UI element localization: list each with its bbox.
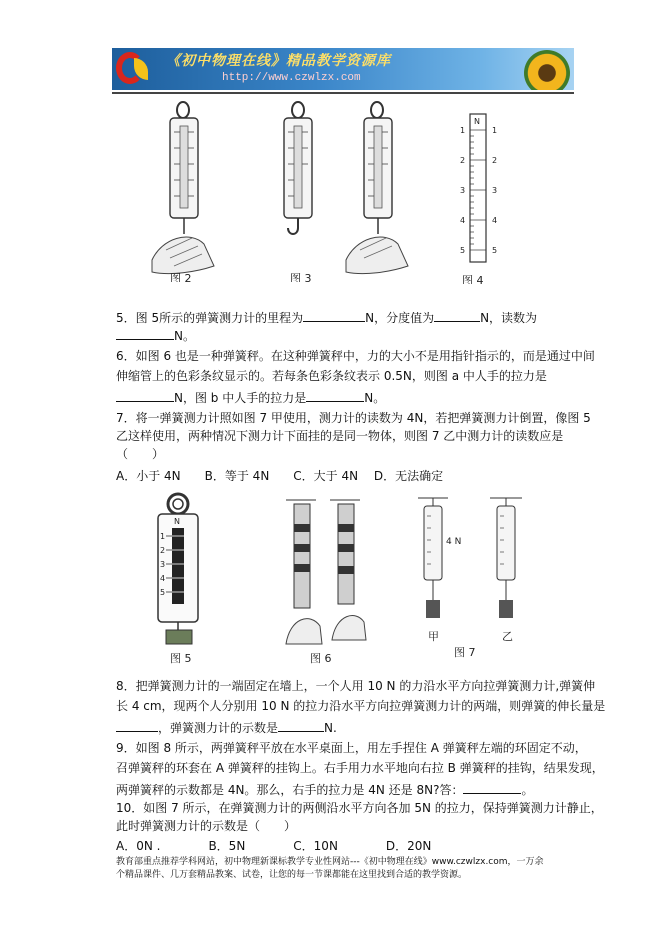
q8-text-b: N.	[324, 721, 337, 735]
q9-blank-answer[interactable]	[463, 780, 521, 794]
figure-4-tick-1r: 1	[492, 126, 498, 135]
figure-7-reading: 4 N	[446, 537, 462, 547]
q8-blank-reading[interactable]	[278, 718, 324, 732]
banner-title: 《初中物理在线》精品教学资源库	[166, 53, 391, 69]
footer-line-2: 个精品课件、几万套精品教案、试卷，让您的每一节课都能在这里找到合适的教学资源。	[116, 870, 468, 880]
question-8-line-3	[116, 718, 576, 736]
figure-6	[280, 494, 370, 664]
figure-6-caption: 图 6	[310, 652, 332, 664]
header-banner	[112, 48, 574, 90]
question-5	[116, 308, 576, 326]
figure-3	[270, 100, 330, 282]
figure-2	[140, 100, 220, 282]
sunflower-icon	[524, 50, 570, 90]
question-7-options: A．小于 4N B．等于 4N C．大于 4N D．无法确定	[116, 469, 444, 483]
figure-5-tick-5: 5	[160, 588, 166, 597]
figure-7	[414, 494, 534, 664]
question-6-line-3	[116, 388, 576, 406]
figure-4-tick-4l: 4	[460, 216, 466, 225]
q6-text-b: N。	[364, 391, 386, 405]
figure-4-caption: 图 4	[462, 274, 484, 284]
question-5-cont	[116, 326, 576, 344]
figure-4-tick-3r: 3	[492, 186, 498, 195]
q5-blank-reading[interactable]	[116, 326, 174, 340]
question-8-line-1: 8．把弹簧测力计的一端固定在墙上，一个人用 10 N 的力沿水平方向拉弹簧测力计,弹簧伸	[116, 679, 596, 693]
figure-5-tick-3: 3	[160, 560, 166, 569]
question-7-line-3: （ ）	[116, 447, 165, 461]
q6-text-a: N，图 b 中人手的拉力是	[174, 391, 307, 405]
figure-4	[450, 110, 510, 284]
figure-7-caption: 图 7	[454, 646, 476, 659]
figure-7-label-jia: 甲	[428, 630, 439, 643]
question-7-line-1: 7．将一弹簧测力计照如图 7 甲使用，测力计的读数为 4N，若把弹簧测力计倒置，像图 5	[116, 411, 591, 425]
q8-blank-extension[interactable]	[116, 718, 158, 732]
q5-text-a: 5．图 5所示的弹簧测力计的里程为	[116, 311, 304, 325]
banner-url[interactable]: http://www.czwlzx.com	[222, 72, 361, 84]
figure-3-hand-scale	[334, 100, 414, 282]
q6-blank-a[interactable]	[116, 388, 174, 402]
q6-blank-b[interactable]	[306, 388, 364, 402]
figure-5-unit: N	[174, 517, 180, 526]
figure-4-tick-2r: 2	[492, 156, 498, 165]
figure-4-tick-2l: 2	[460, 156, 466, 165]
figure-5	[150, 490, 214, 666]
figure-4-tick-5l: 5	[460, 246, 466, 255]
figure-2-caption: 图 2	[170, 272, 192, 282]
q5-text-c: N，读数为	[480, 311, 538, 325]
question-10-line-2: 此时弹簧测力计的示数是（ ）	[116, 819, 297, 833]
figure-4-tick-5r: 5	[492, 246, 498, 255]
q9-text-a: 两弹簧秤的示数都是 4N。那么，右手的拉力是 4N 还是 8N?答：	[116, 783, 464, 797]
figure-5-tick-2: 2	[160, 546, 166, 555]
figure-4-tick-1l: 1	[460, 126, 466, 135]
question-9-line-2: 召弹簧秤的环套在 A 弹簧秤的挂钩上。右手用力水平地向右拉 B 弹簧秤的挂钩，结果发现，	[116, 761, 604, 775]
q5-blank-range[interactable]	[303, 308, 365, 322]
q8-text-a: ，弹簧测力计的示数是	[158, 721, 279, 735]
question-10-options: A．0N . B．5N C．10N D．20N	[116, 839, 432, 853]
question-7-line-2: 乙这样使用，两种情况下测力计下面挂的是同一物体，则图 7 乙中测力计的读数应是	[116, 429, 564, 443]
figure-5-tick-4: 4	[160, 574, 166, 583]
figure-4-tick-4r: 4	[492, 216, 498, 225]
question-8-line-2: 长 4 cm，现两个人分别用 10 N 的拉力沿水平方向拉弹簧测力计的两端，则弹簧的伸长量是	[116, 699, 606, 713]
q5-blank-division[interactable]	[434, 308, 480, 322]
figure-4-tick-3l: 3	[460, 186, 466, 195]
question-6-line-1: 6．如图 6 也是一种弹簧秤。在这种弹簧秤中，力的大小不是用指针指示的，而是通过中间	[116, 349, 595, 363]
figure-5-tick-1: 1	[160, 532, 166, 541]
question-6-line-2: 伸缩管上的色彩条纹显示的。若每条色彩条纹表示 0.5N，则图 a 中人手的拉力是	[116, 369, 547, 383]
question-10-line-1: 10．如图 7 所示，在弹簧测力计的两侧沿水平方向各加 5N 的拉力，保持弹簧测力计静止，	[116, 801, 603, 815]
question-9-line-1: 9．如图 8 所示，两弹簧秤平放在水平桌面上，用左手捏住 A 弹簧秤左端的环固定不动，	[116, 741, 587, 755]
figure-5-caption: 图 5	[170, 652, 192, 665]
figure-3-caption: 图 3	[290, 272, 312, 282]
footer-line-1: 教育部重点推荐学科网站，初中物理新课标教学专业性网站---《初中物理在线》www.czwlzx.com，一万余	[116, 857, 544, 867]
q5-text-d: N。	[174, 329, 195, 343]
question-9-line-3	[116, 780, 576, 798]
q5-text-b: N，分度值为	[365, 311, 435, 325]
figure-7-label-yi: 乙	[502, 630, 513, 643]
q9-text-b: 。	[521, 783, 534, 797]
figure-4-unit: N	[474, 117, 480, 126]
header-divider	[112, 92, 574, 94]
